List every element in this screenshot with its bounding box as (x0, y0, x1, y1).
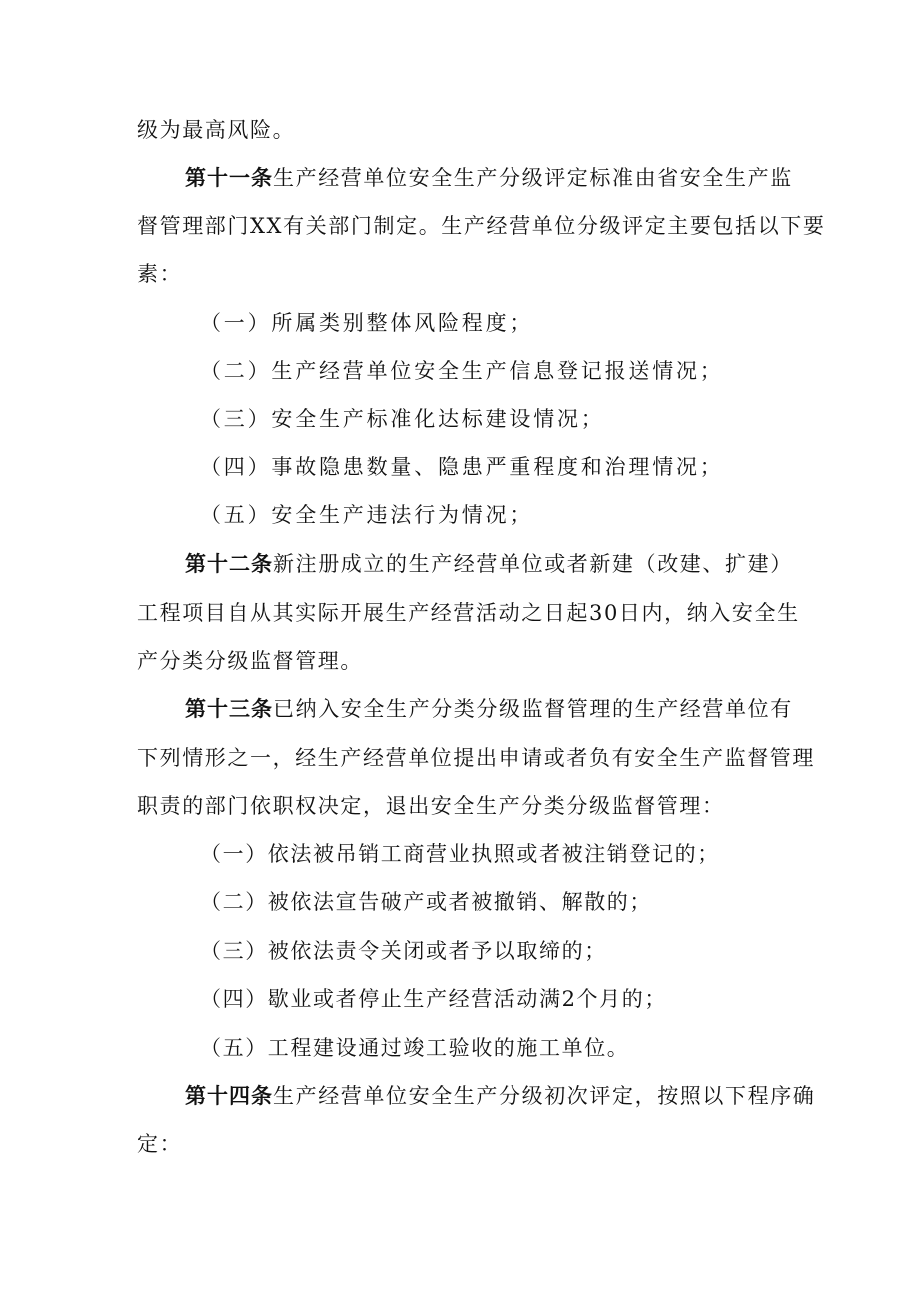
line-text: （二）被依法宣告破产或者被撤销、解散的； (200, 890, 652, 914)
line-text: （五）安全生产违法行为情况； (200, 503, 534, 527)
list-item (200, 984, 667, 1014)
article-12-line-1 (185, 549, 793, 579)
line-text: 素： (137, 262, 183, 286)
list-item (200, 308, 533, 338)
line-text: （一）依法被吊销工商营业执照或者被注销登记的； (200, 842, 720, 866)
list-item (200, 936, 607, 966)
list-item (200, 1033, 629, 1063)
article-11-line-1 (185, 163, 793, 193)
line-text: （四）歇业或者停止生产经营活动满2个月的； (200, 987, 667, 1011)
paragraph-line (137, 646, 363, 676)
article-heading: 第十一条 (185, 166, 273, 190)
article-heading: 第十三条 (185, 697, 273, 721)
article-heading: 第十二条 (185, 552, 273, 576)
paragraph-line (137, 598, 800, 628)
paragraph-line (137, 259, 182, 289)
line-text: 级为最高风险。 (137, 118, 296, 142)
paragraph-line (137, 211, 826, 241)
line-text: 职责的部门依职权决定，退出安全生产分类分级监督管理： (137, 794, 725, 818)
line-text: 下列情形之一，经生产经营单位提出申请或者负有安全生产监督管理 (137, 746, 815, 770)
paragraph-line (137, 743, 815, 773)
line-text: 产分类分级监督管理。 (137, 649, 363, 673)
line-text: （四）事故隐患数量、隐患严重程度和治理情况； (200, 455, 724, 479)
line-text: 定： (137, 1132, 183, 1156)
paragraph-line (137, 1129, 182, 1159)
line-text: 督管理部门XX有关部门制定。生产经营单位分级评定主要包括以下要 (137, 214, 826, 238)
line-text: （一）所属类别整体风险程度； (200, 311, 534, 335)
line-text: （三）安全生产标准化达标建设情况； (200, 407, 605, 431)
line-text: 生产经营单位安全生产分级初次评定，按照以下程序确 (273, 1084, 816, 1108)
line-text: 新注册成立的生产经营单位或者新建（改建、扩建） (273, 552, 793, 576)
article-heading: 第十四条 (185, 1084, 273, 1108)
line-text: （三）被依法责令关闭或者予以取缔的； (200, 939, 607, 963)
list-item (200, 500, 533, 530)
list-item (200, 887, 652, 917)
article-13-line-1 (185, 694, 793, 724)
line-text: 已纳入安全生产分类分级监督管理的生产经营单位有 (273, 697, 793, 721)
line-text: （五）工程建设通过竣工验收的施工单位。 (200, 1036, 630, 1060)
line-text: 生产经营单位安全生产分级评定标准由省安全生产监 (273, 166, 793, 190)
list-item (200, 452, 724, 482)
article-14-line-1 (185, 1081, 815, 1111)
line-text: （二）生产经营单位安全生产信息登记报送情况； (200, 359, 724, 383)
list-item (200, 356, 724, 386)
paragraph-line (137, 115, 295, 145)
line-text: 工程项目自从其实际开展生产经营活动之日起30日内，纳入安全生 (137, 601, 800, 625)
list-item (200, 839, 720, 869)
list-item (200, 404, 605, 434)
paragraph-line (137, 791, 725, 821)
